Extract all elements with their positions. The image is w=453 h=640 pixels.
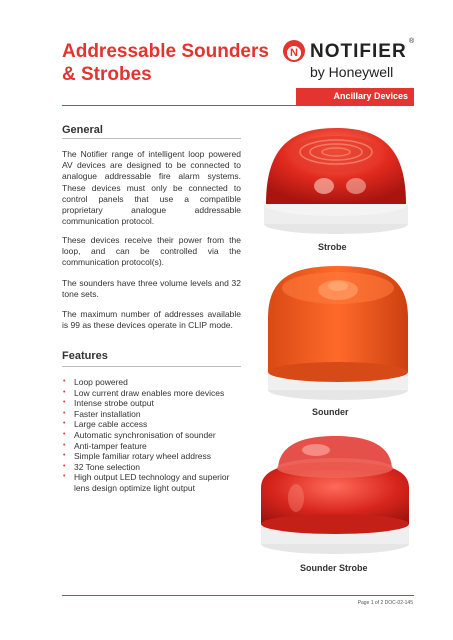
strobe-image xyxy=(258,120,414,236)
features-heading: Features xyxy=(62,350,108,362)
feature-item: • Large cable access xyxy=(62,419,247,430)
registered-mark: ® xyxy=(409,38,415,45)
features-divider xyxy=(62,366,241,367)
features-list xyxy=(62,377,247,494)
feature-item: • Loop powered xyxy=(62,377,247,388)
title-line-1: Addressable Sounders xyxy=(62,41,269,62)
sounder-strobe-image xyxy=(256,428,414,556)
brand-subtitle: by Honeywell xyxy=(310,64,394,80)
footer-divider xyxy=(62,595,414,596)
general-paragraph-3: The sounders have three volume levels and 32 tone sets. xyxy=(62,278,241,300)
category-band: Ancillary Devices xyxy=(296,88,414,105)
feature-item: • Simple familiar rotary wheel address xyxy=(62,451,247,462)
logo-letter: N xyxy=(287,46,301,60)
feature-item: • Anti-tamper feature xyxy=(62,441,247,452)
page-reference: Page 1 of 2 DOC-02-145 xyxy=(357,600,413,606)
notifier-circle-icon xyxy=(283,40,305,62)
feature-item: • Faster installation xyxy=(62,409,247,420)
page-title xyxy=(62,40,269,86)
strobe-caption: Strobe xyxy=(318,242,347,252)
feature-item: • Automatic synchronisation of sounder xyxy=(62,430,247,441)
general-paragraph-2: These devices receive their power from the loop, and can be controlled via the communication protocol(s). xyxy=(62,235,241,268)
general-paragraph-4: The maximum number of addresses available is 99 as these devices operate in CLIP mode. xyxy=(62,309,241,331)
sounder-image xyxy=(262,260,414,402)
brand-name: NOTIFIER xyxy=(310,41,407,62)
general-heading: General xyxy=(62,124,103,136)
title-line-2: & Strobes xyxy=(62,64,152,85)
feature-item: • Intense strobe output xyxy=(62,398,247,409)
feature-item: • 32 Tone selection xyxy=(62,462,247,473)
sounder-caption: Sounder xyxy=(312,407,349,417)
header-divider xyxy=(62,105,414,106)
feature-item: • Low current draw enables more devices xyxy=(62,388,247,399)
notifier-logo xyxy=(283,38,413,88)
sounder-strobe-caption: Sounder Strobe xyxy=(300,563,368,573)
general-divider xyxy=(62,138,241,139)
general-paragraph-1: The Notifier range of intelligent loop powered AV devices are designed to be connected to analogue addressable fire alarm systems. These devices must only be connected to control panels that use a compatible proprietary analogue addressable communication protocol. xyxy=(62,149,241,227)
feature-item: • High output LED technology and superior lens design optimize light output xyxy=(62,472,247,493)
